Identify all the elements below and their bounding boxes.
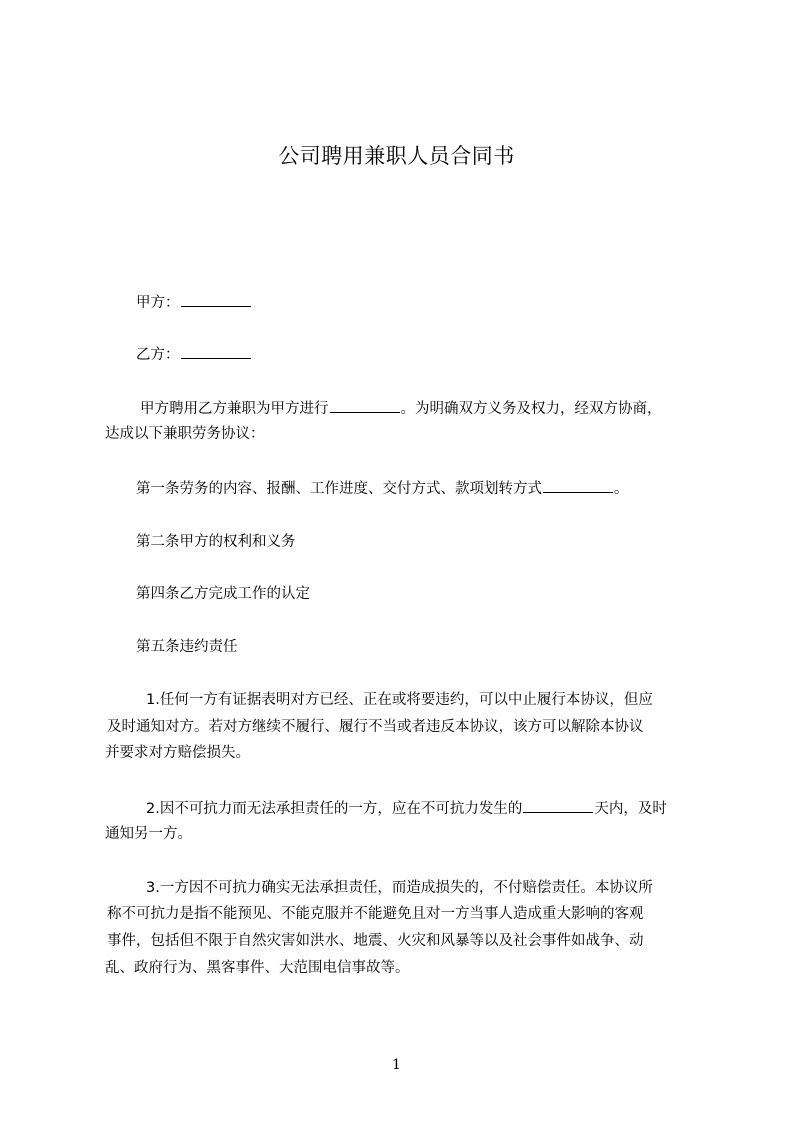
intro-part2: 。为明确双方义务及权力，经双方协商， [400, 401, 662, 417]
article-5: 第五条违约责任 [136, 639, 238, 655]
service-blank [330, 398, 400, 413]
clause-3-line-1: 3.一方因不可抗力确实无法承担责任，而造成损失的，不付赔偿责任。本协议所 [146, 880, 653, 896]
clause-2-line-1 [146, 798, 667, 819]
page-number: 1 [392, 1057, 401, 1073]
party-b-label: 乙方： [136, 347, 180, 363]
clause-2-part2: 天内，及时 [594, 801, 667, 817]
article-4: 第四条乙方完成工作的认定 [136, 586, 310, 602]
intro-line-2: 达成以下兼职劳务协议： [105, 426, 265, 442]
clause-1-line-1: 1.任何一方有证据表明对方已经、正在或将要违约，可以中止履行本协议，但应 [146, 692, 653, 708]
article-1-text: 第一条劳务的内容、报酬、工作进度、交付方式、款项划转方式 [136, 481, 542, 497]
clause-2-part1: 2.因不可抗力而无法承担责任的一方，应在不可抗力发生的 [146, 801, 523, 817]
article-1-blank [543, 478, 613, 493]
clause-1-line-2: 及时通知对方。若对方继续不履行、履行不当或者违反本协议，该方可以解除本协议 [107, 719, 644, 735]
document-title: 公司聘用兼职人员合同书 [278, 144, 515, 168]
party-b-line [136, 344, 252, 365]
intro-line-1 [140, 398, 662, 419]
clause-2-line-2: 通知另一方。 [105, 826, 192, 842]
clause-3-line-2: 称不可抗力是指不能预见、不能克服并不能避免且对一方当事人造成重大影响的客观 [107, 906, 644, 922]
article-1-end: 。 [614, 481, 629, 497]
clause-3-line-4: 乱、政府行为、黑客事件、大范围电信事故等。 [105, 960, 410, 976]
party-a-label: 甲方： [136, 295, 180, 311]
clause-3-line-3: 事件，包括但不限于自然灾害如洪水、地震、火灾和风暴等以及社会事件如战争、动 [107, 933, 644, 949]
article-1 [136, 478, 629, 499]
article-2: 第二条甲方的权利和义务 [136, 534, 296, 550]
clause-2-blank [523, 798, 593, 813]
clause-1-line-3: 并要求对方赔偿损失。 [105, 745, 250, 761]
intro-part1: 甲方聘用乙方兼职为甲方进行 [140, 401, 329, 417]
party-b-blank [181, 344, 251, 359]
party-a-blank [181, 292, 251, 307]
party-a-line [136, 292, 252, 313]
